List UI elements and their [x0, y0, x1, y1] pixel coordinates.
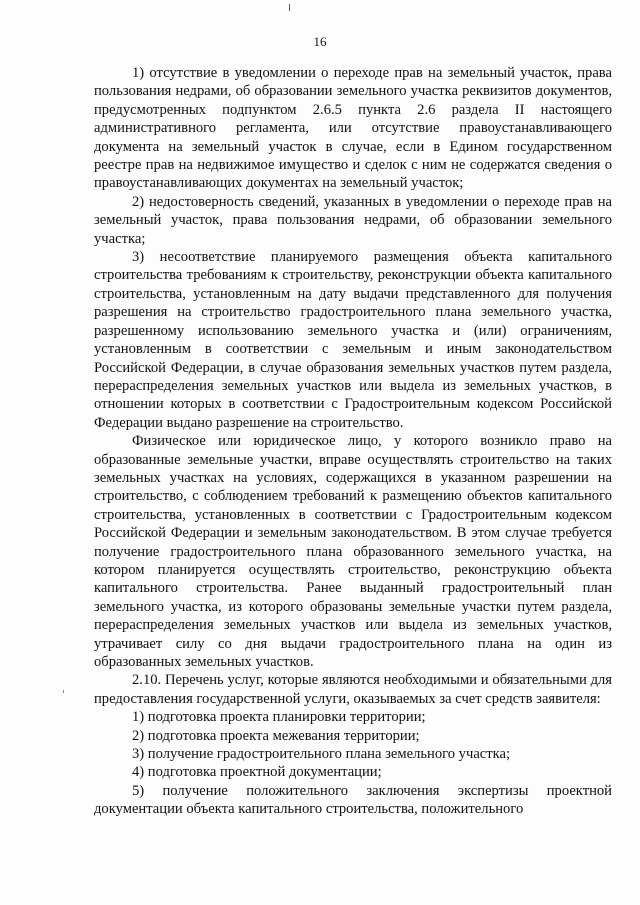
list-item-4: 4) подготовка проектной документации; — [132, 764, 382, 781]
paragraph-item-3: 3) несоответствие планируемого размещения объекта капитального строительства требованиям к строительству, реконструкции объекта капитального строительства, установленным на дату выдачи представленного для получения разрешения на строительство градостроительного плана земельного участка, разрешенному использованию земельного участка и (или) ограничениям, установленным в соответствии с земельным и иным законодательством Российской Федерации, в случае образования земельных участков путем раздела, перераспределения земельных участков или выдела из земельных участков, в отношении которых в соответствии с Градостроительным кодексом Российской Федерации выдано разрешение на строительство. — [94, 249, 612, 431]
paragraph-physical-person: Физическое или юридическое лицо, у которого возникло право на образованные земельные участки, вправе осуществлять строительство на таких земельных участках на условиях, содержащихся в указанном разрешении на строительство, с соблюдением требований к размещению объектов капитального строительства, установленных в соответствии с Градостроительным кодексом Российской Федерации и земельным законодательством. В этом случае требуется получение градостроительного плана образованного земельного участка, на котором планируется осуществлять строительство, реконструкцию объекта капитального строительства. Ранее выданный градостроительный план земельного участка, из которого образованы земельные участки путем раздела, перераспределения земельных участков или выдела из земельных участков, утрачивает силу со дня выдачи градостроительного плана на один из образованных земельных участков. — [94, 433, 612, 670]
list-item-2: 2) подготовка проекта межевания территории; — [132, 727, 420, 744]
document-body — [94, 64, 612, 819]
scan-mark — [63, 690, 64, 693]
paragraph-item-1: 1) отсутствие в уведомлении о переходе прав на земельный участок, права пользования недрами, об образовании земельного участка реквизитов документов, предусмотренных подпунктом 2.6.5 пункта 2.6 раздела II настоящего административного регламента, или отсутствие правоустанавливающего документа на земельный участок в случае, если в Едином государственном реестре прав на недвижимое имущество и сделок с ним не содержатся сведения о правоустанавливающих документах на земельный участок; — [94, 65, 612, 192]
scan-mark — [289, 4, 290, 11]
list-item-3: 3) получение градостроительного плана земельного участка; — [132, 746, 511, 763]
list-item-5: 5) получение положительного заключения экспертизы проектной документации объекта капитального строительства, положительного — [94, 782, 612, 818]
paragraph-item-2: 2) недостоверность сведений, указанных в уведомлении о переходе прав на земельный участок, права пользования недрами, об образовании земельного участка; — [94, 193, 612, 247]
list-item-1: 1) подготовка проекта планировки территории; — [132, 709, 426, 726]
paragraph-section-2-10: 2.10. Перечень услуг, которые являются необходимыми и обязательными для предоставления государственной услуги, оказываемых за счет средств заявителя: — [94, 672, 612, 707]
page-number: 16 — [313, 34, 327, 49]
